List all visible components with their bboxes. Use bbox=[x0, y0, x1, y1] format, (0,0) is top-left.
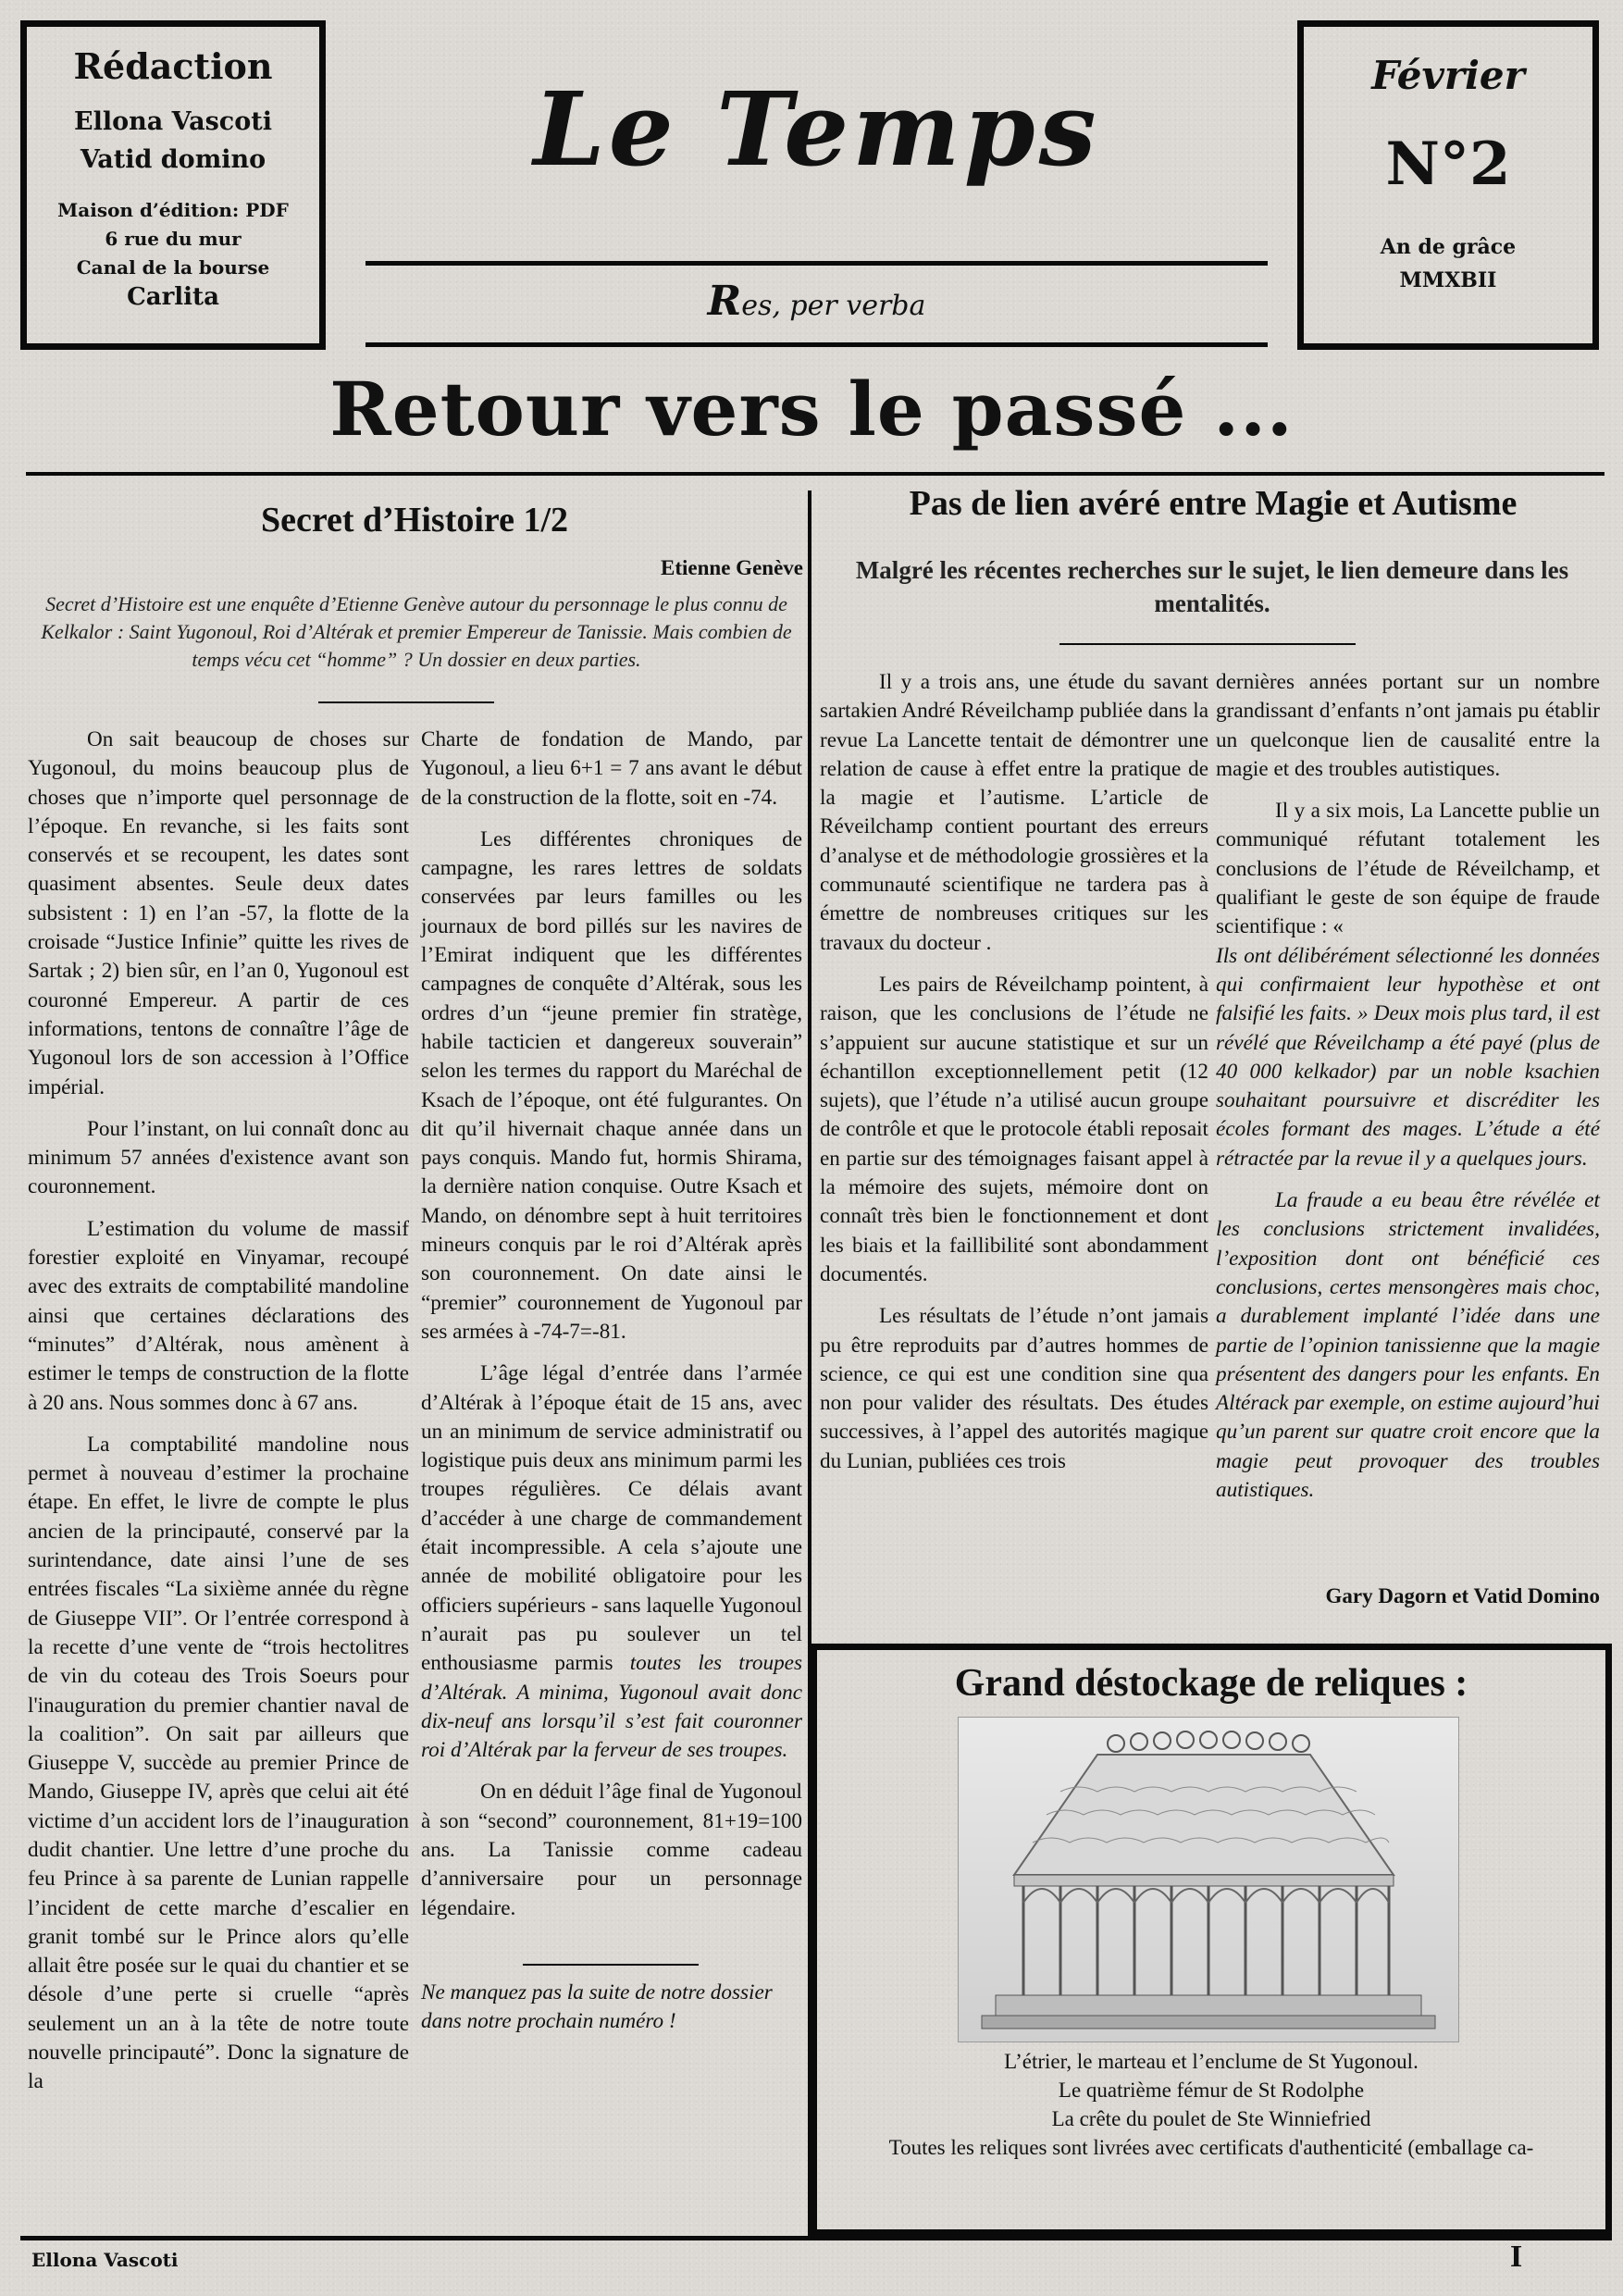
paragraph: On sait beaucoup de choses sur Yugonoul, du moins beaucoup plus de choses que n’importe quel personnage de l’époque. En revanche, si les faits sont conservés et se recoupent, les dates sont quasiment absentes. Seule deux dates subsistent : 1) en l’an -57, la flotte de la croisade “Justice Infinie” quitte les rives de Sartak ; 2) bien sûr, en l’an 0, Yugonoul est couronné Empereur. A partir de ces informations, tentons de connaître l’âge de Yugonoul lors de son accession à l’Office impérial. bbox=[28, 727, 409, 1099]
publisher: Maison d’édition: PDF bbox=[57, 199, 289, 221]
teaser-rule bbox=[523, 1964, 699, 1966]
year-label: An de grâce bbox=[1380, 235, 1517, 259]
paragraph bbox=[421, 1359, 802, 1765]
lede-rule bbox=[318, 701, 494, 703]
footer-rule bbox=[20, 2236, 1612, 2240]
city: Carlita bbox=[127, 283, 219, 311]
issue-month: Février bbox=[1371, 53, 1525, 98]
paragraph: Charte de fondation de Mando, par Yugonoul, a lieu 6+1 = 7 ans avant le début de la construction de la flotte, soit en -74. bbox=[421, 727, 802, 810]
footer-author: Ellona Vascoti bbox=[31, 2249, 179, 2271]
paragraph: On en déduit l’âge final de Yugonoul à son “second” couronnement, 81+19=100 ans. La Tanissie comme cadeau d’anniversaire pour un personnage légendaire. bbox=[421, 1780, 802, 1920]
paragraph: dernières années portant sur un nombre grandissant d’enfants n’ont jamais pu établir un quelconque lien de causalité entre la magie et des troubles autistiques. bbox=[1216, 670, 1600, 781]
reliquary-illustration bbox=[958, 1717, 1459, 2042]
article2-column-2 bbox=[1216, 668, 1600, 1518]
main-headline: Retour vers le passé ... bbox=[329, 366, 1294, 453]
relics-title: Grand déstockage de reliques : bbox=[954, 1662, 1468, 1705]
subtitle-rule bbox=[1059, 643, 1356, 645]
paragraph: Les résultats de l’étude n’ont jamais pu être reproduits par d’autres hommes de science, ce qui est une condition sine qua non pour valider des résultats. Des études successives, à l’appel des autorités magique du Lunian, publiées ces trois bbox=[820, 1304, 1208, 1473]
masthead bbox=[365, 37, 1268, 222]
reliquary-drawing bbox=[959, 1718, 1458, 2042]
issue-year: MMXBII bbox=[1399, 268, 1497, 292]
issue-number: N°2 bbox=[1385, 130, 1511, 199]
headline-rule bbox=[26, 472, 1604, 476]
article2-column-1 bbox=[820, 668, 1208, 1489]
article1-title: Secret d’Histoire 1/2 bbox=[260, 501, 569, 540]
article1-column-2 bbox=[421, 726, 802, 2049]
paragraph-text: L’âge légal d’entrée dans l’armée d’Altérak à l’époque était de 15 ans, avec un an minimum de service administratif ou logistique puis deux ans minimum parmi les troupes régulières. Ce délais avant d’accéder à une charge de commandement était incompressible. A cela s’ajoute une année de mobilité obligatoire pour les officiers supérieurs - sans laquelle Yugonoul n’aurait pas pu soulever un tel enthousiasme parmis bbox=[421, 1361, 802, 1676]
tagline bbox=[365, 278, 1268, 325]
paragraph-quote: Ils ont délibérément sélectionné les données qui confirmaient leur hypothèse et ont falsifié les faits. » Deux mois plus tard, il est révélé que Réveilchamp a été payé (plus de 40 000 kelkador) par un noble ksachien souhaitant poursuivre et discréditer les écoles formant des mages. L’étude a été rétractée par la revue il y a quelques jours. bbox=[1216, 943, 1600, 1171]
paragraph: Les différentes chroniques de campagne, les rares lettres de soldats conservées par leurs familles ou les journaux de bord pillés sur les navires de l’Emirat indiquent que les différentes campagnes de conquête d’Altérak, sous les ordres d’un “jeune premier fin stratège, habile tacticien et dangereux souverain” selon les termes du rapport du Maréchal de Ksach de l’époque, ont été fulgurantes. On dit qu’il hivernait chaque année dans un pays conquis. Mando fut, hormis Shirama, la dernière nation conquise. Outre Ksach et Mando, on dénombre sept à huit territoires mineurs conquis par le roi d’Altérak après son couronnement. On date ainsi le “premier” couronnement de Yugonoul par ses armées à -74-7=-81. bbox=[421, 826, 802, 1344]
relic-item: Le quatrième fémur de St Rodolphe bbox=[1058, 2079, 1365, 2102]
editor-name: Vatid domino bbox=[80, 145, 266, 174]
page-number: I bbox=[1510, 2240, 1523, 2274]
editor-name: Ellona Vascoti bbox=[74, 107, 272, 136]
paragraph: La fraude a eu beau être révélée et les conclusions strictement invalidées, l’exposition dont ont bénéficié ces conclusions, certes mensongères mais choc, a durablement implanté l’idée dans une partie de l’opinion tanissienne que la magie présentent des dangers pour les enfants. En Altérack par exemple, on estime aujourd’hui qu’un parent sur quatre croit encore que la magie peut provoquer des troubles autistiques. bbox=[1216, 1188, 1600, 1503]
article1-author: Etienne Genève bbox=[661, 556, 803, 579]
redaction-title: Rédaction bbox=[73, 45, 273, 87]
paragraph: Il y a six mois, La Lancette publie un communiqué réfutant totalement les conclusions de l’étude de Réveilchamp, et qualifiant le geste de son équipe de fraude scientifique : « bbox=[1216, 799, 1600, 939]
issue-box bbox=[1297, 20, 1599, 350]
relics-advert bbox=[811, 1644, 1612, 2236]
masthead-rule-bottom bbox=[365, 342, 1268, 347]
relic-note: Toutes les reliques sont livrées avec certificats d'authenticité (emballage ca- bbox=[888, 2136, 1534, 2159]
tagline-initial: R bbox=[707, 278, 742, 325]
editorial-box bbox=[20, 20, 326, 350]
relic-item: L’étrier, le marteau et l’enclume de St Yugonoul. bbox=[1004, 2050, 1419, 2073]
paragraph: Pour l’instant, on lui connaît donc au minimum 57 années d'existence avant son couronnement. bbox=[28, 1116, 409, 1199]
newspaper-logo: Le Temps bbox=[533, 69, 1100, 189]
address-line: Canal de la bourse bbox=[76, 256, 270, 279]
article2-subtitle: Malgré les récentes recherches sur le sujet, le lien demeure dans les mentalités. bbox=[855, 556, 1569, 617]
article1-teaser: Ne manquez pas la suite de notre dossier dans notre prochain numéro ! bbox=[421, 1980, 773, 2034]
relic-item: La crête du poulet de Ste Winniefried bbox=[1051, 2107, 1371, 2130]
address-line: 6 rue du mur bbox=[105, 228, 242, 250]
masthead-rule-top bbox=[365, 261, 1268, 266]
article2-authors: Gary Dagorn et Vatid Domino bbox=[1325, 1584, 1600, 1607]
article2-title: Pas de lien avéré entre Magie et Autisme bbox=[909, 484, 1518, 523]
article1-lede: Secret d’Histoire est une enquête d’Etienne Genève autour du personnage le plus connu de Kelkalor : Saint Yugonoul, Roi d’Altérak et premier Empereur de Tanissie. Mais combien de temps vécu cet “homme” ? Un dossier en deux parties. bbox=[41, 592, 792, 671]
paragraph: La comptabilité mandoline nous permet à nouveau d’estimer la prochaine étape. En effet, le livre de compte le plus ancien de la principauté, conservé par la surintendance, date ainsi l’une de ses entrées fiscales “La sixième année du règne de Giuseppe VII”. Or l’entrée correspond à la recette d’une vente de “trois hectolitres de vin du coteau des Trois Soeurs pour l'inauguration du premier chantier naval de la coalition”. On sait par ailleurs que Giuseppe V, succède au premier Prince de Mando, Giuseppe IV, après que celui ait été victime d’un accident lors de l’inauguration dudit chantier. Une lettre d’une proche du feu Prince à sa parente de Lunian rappelle l’incident de cette marche d’escalier en granit tombé sur le Prince alors qu’elle allait être posée sur le quai du chantier et se désole d’une perte si cruelle “après seulement un an à la tête de notre toute nouvelle principauté”. Donc la signature de la bbox=[28, 1432, 409, 2094]
paragraph: Les pairs de Réveilchamp pointent, à raison, que les conclusions de l’étude ne s’appuient sur aucune statistique et sur un échantillon exceptionnellement petit (12 sujets), que l’étude n’a utilisé aucun groupe de contrôle et que le protocole établi reposait en partie sur des témoignages faisant appel à la mémoire des sujets, mémoire dont on connaît très bien le fonctionnement et dont les biais et la faillibilité sont abondamment documentés. bbox=[820, 972, 1208, 1286]
tagline-text: es, per verba bbox=[741, 290, 926, 322]
article1-column-1 bbox=[28, 726, 409, 2110]
paragraph: Il y a trois ans, une étude du savant sartakien André Réveilchamp publiée dans la revue La Lancette tentait de démontrer une relation de cause à effet entre la pratique de la magie et l’autisme. L’article de Réveilchamp contient pourtant des erreurs d’analyse et de méthodologie grossières et la communauté scientifique ne tardera pas à émettre de nombreuses critiques sur les travaux du docteur . bbox=[820, 670, 1208, 955]
paragraph-italic: toutes les troupes d’Altérak. A minima, Yugonoul avait donc dix-neuf ans lorsqu’il s’est fait couronner roi d’Altérak par la ferveur de ses troupes. bbox=[421, 1651, 802, 1763]
paragraph: L’estimation du volume de massif forestier exploité en Vinyamar, recoupé avec des extraits de comptabilité mandoline ainsi que certaines déclarations des “minutes” d’Altérak, nous amènent à estimer le temps de construction de la flotte à 20 ans. Nous sommes donc à 67 ans. bbox=[28, 1216, 409, 1415]
